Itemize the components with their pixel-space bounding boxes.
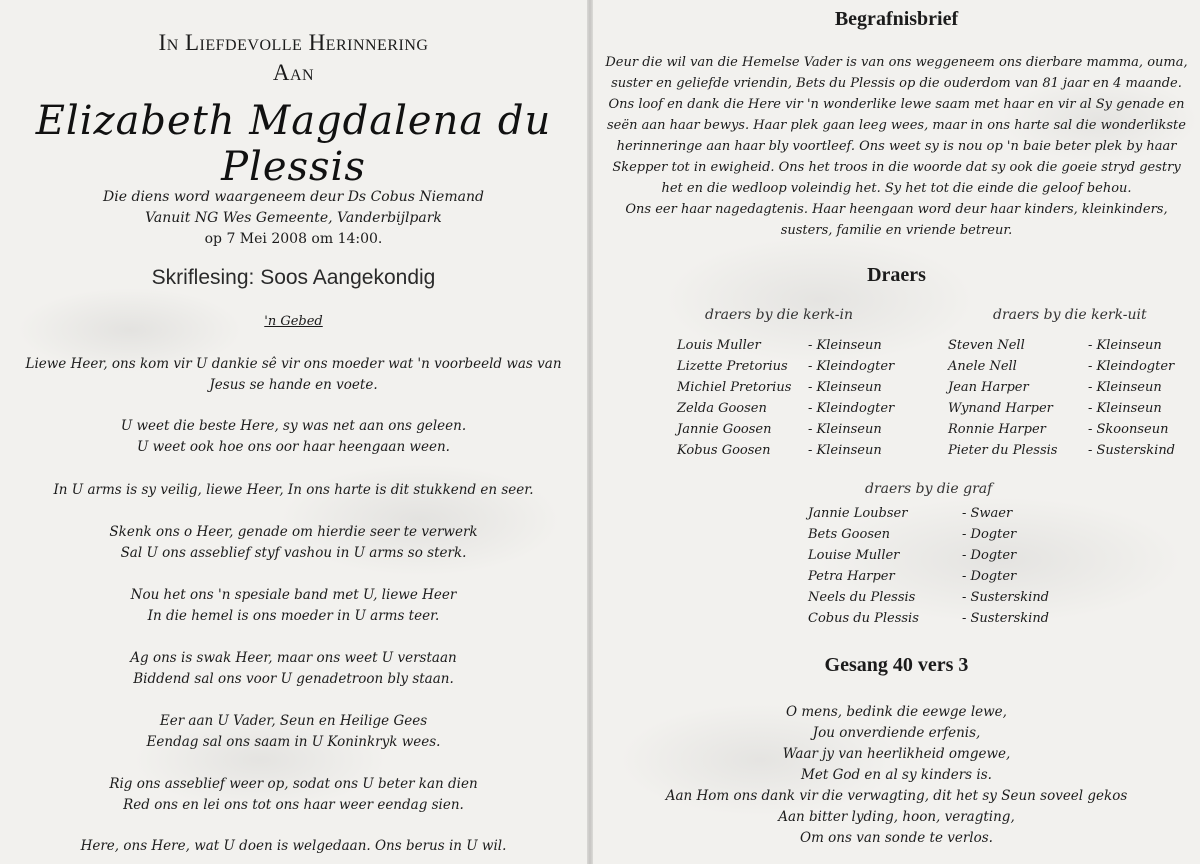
letter-line: Deur die wil van die Hemelse Vader is van ons weggeneem ons dierbare mamma, ouma, [605,55,1188,70]
bearer-name: Zelda Goosen [677,401,767,416]
bearer-row [808,566,1049,587]
prayer-stanza [0,836,587,857]
bearer-relation: - Kleinseun [1088,338,1162,353]
bearer-row [677,398,894,419]
bearer-relation: - Swaer [962,506,1013,521]
church-in-list [677,335,894,461]
letter-line: het en die wedloop voleindig het. Sy het tot die einde die geloof behou. [661,181,1132,196]
prayer-stanza [0,774,587,816]
prayer-line: Here, ons Here, wat U doen is welgedaan. Ons berus in U wil. [80,838,507,854]
prayer-line: In U arms is sy veilig, liewe Heer, In ons harte is dit stukkend en seer. [53,482,534,498]
bearer-name: Kobus Goosen [677,443,771,458]
hymn-line: Om ons van sonde te verlos. [800,830,993,846]
hymn-line: Jou onverdiende erfenis, [812,725,981,741]
prayer-line: Eer aan U Vader, Seun en Heilige Gees [159,713,428,729]
prayer-line: Rig ons asseblief weer op, sodat ons U beter kan dien [109,776,478,792]
prayer-line: Red ons en lei ons tot ons haar weer eendag sien. [123,797,464,813]
bearer-name: Steven Nell [948,338,1025,353]
bearer-relation: - Kleinseun [808,380,882,395]
bearer-relation: - Kleinseun [1088,401,1162,416]
bearer-row [948,419,1175,440]
bearer-relation: - Dogter [962,569,1017,584]
bearer-name: Jannie Goosen [677,422,772,437]
service-line: Vanuit NG Wes Gemeente, Vanderbijlpark [145,210,442,226]
grave-title: draers by die graf [865,481,993,497]
bearer-relation: - Susterskind [962,611,1050,626]
prayer-line: Nou het ons 'n spesiale band met U, liewe Heer [130,587,457,603]
bearer-row [808,503,1049,524]
bearer-name: Lizette Pretorius [677,359,788,374]
bearer-row [677,356,894,377]
bearer-relation: - Kleinseun [808,443,882,458]
bearer-row [948,356,1175,377]
church-out-title: draers by die kerk-uit [993,307,1147,323]
service-line: Die diens word waargeneem deur Ds Cobus Niemand [103,189,484,205]
bearer-relation: - Kleindogter [808,401,895,416]
bearer-row [808,608,1049,629]
bearer-relation: - Dogter [962,548,1017,563]
bearer-name: Pieter du Plessis [948,443,1058,458]
bearer-name: Bets Goosen [808,527,891,542]
scripture-reading: Skriflesing: Soos Aangekondig [151,266,436,289]
bearers-title: Draers [867,264,926,286]
hymn-line: Aan bitter lyding, hoon, veragting, [778,809,1015,825]
hymn-line: O mens, bedink die eewge lewe, [786,704,1007,720]
bearer-row [808,524,1049,545]
memorial-line-1: In Liefdevolle Herinnering [158,30,429,55]
hymn-line: Aan Hom ons dank vir die verwagting, dit het sy Seun soveel gekos [665,788,1128,804]
bearer-name: Louis Muller [677,338,761,353]
prayer-title: 'n Gebed [264,314,323,329]
letter-line: Ons loof en dank die Here vir 'n wonderlike lewe saam met haar en vir al Sy genade en [608,97,1185,112]
prayer-stanza [0,648,587,690]
bearer-row [948,440,1175,461]
church-out-list [948,335,1175,461]
prayer-line: Liewe Heer, ons kom vir U dankie sê vir ons moeder wat 'n voorbeeld was van [25,356,562,372]
hymn-verse [593,702,1200,849]
bearer-row [677,377,894,398]
memorial-heading [0,28,587,88]
prayer-stanza [0,585,587,627]
hymn-line: Met God en al sy kinders is. [801,767,992,783]
bearer-name: Jean Harper [948,380,1029,395]
bearer-name: Cobus du Plessis [808,611,919,626]
letter-title: Begrafnisbrief [834,8,959,30]
bearer-row [677,419,894,440]
prayer-stanza [0,480,587,501]
bearer-name: Ronnie Harper [948,422,1046,437]
prayer-stanza [0,354,587,396]
prayer-line: Jesus se hande en voete. [209,377,378,393]
bearer-row [808,545,1049,566]
letter-line: susters, familie en vriende betreur. [780,223,1013,238]
bearer-name: Anele Nell [948,359,1017,374]
prayer-line: U weet die beste Here, sy was net aan ons geleen. [120,418,467,434]
deceased-name: Elizabeth Magdalena du Plessis [35,98,552,190]
letter-line: suster en geliefde vriendin, Bets du Plessis op die ouderdom van 81 jaar en 4 maande. [611,76,1182,91]
bearer-relation: - Dogter [962,527,1017,542]
prayer-line: Eendag sal ons saam in U Koninkryk wees. [146,734,441,750]
letter-line: Skepper tot in ewigheid. Ons het troos in die woorde dat sy ook die goeie stryd gestry [612,160,1181,175]
left-page [0,0,587,864]
bearer-name: Wynand Harper [948,401,1053,416]
bearer-row [808,587,1049,608]
bearer-row [677,335,894,356]
hymn-line: Waar jy van heerlikheid omgewe, [782,746,1011,762]
bearer-name: Neels du Plessis [808,590,916,605]
bearer-name: Louise Muller [808,548,900,563]
bearer-row [948,377,1175,398]
bearer-relation: - Kleindogter [808,359,895,374]
prayer-stanza [0,416,587,458]
service-line: op 7 Mei 2008 om 14:00. [204,231,383,247]
bearer-relation: - Kleinseun [808,338,882,353]
grave-list [808,503,1049,629]
church-in-title: draers by die kerk-in [705,307,854,323]
bearer-row [948,398,1175,419]
bearer-relation: - Susterskind [962,590,1050,605]
bearer-row [948,335,1175,356]
right-page [593,0,1200,864]
prayer-stanza [0,711,587,753]
bearer-name: Michiel Pretorius [677,380,792,395]
memorial-line-2: Aan [272,59,315,85]
prayer-line: U weet ook hoe ons oor haar heengaan ween. [137,439,450,455]
bearer-name: Jannie Loubser [808,506,908,521]
letter-line: Ons eer haar nagedagtenis. Haar heengaan word deur haar kinders, kleinkinders, [625,202,1168,217]
prayer-line: In die hemel is ons moeder in U arms teer. [147,608,440,624]
bearer-relation: - Kleinseun [1088,380,1162,395]
bearer-name: Petra Harper [808,569,895,584]
prayer-line: Biddend sal ons voor U genadetroon bly staan. [133,671,454,687]
prayer-line: Sal U ons asseblief styf vashou in U arms so sterk. [120,545,467,561]
funeral-letter [593,52,1200,241]
bearer-row [677,440,894,461]
prayer-line: Ag ons is swak Heer, maar ons weet U verstaan [130,650,457,666]
hymn-title: Gesang 40 vers 3 [824,654,969,676]
bearer-relation: - Kleinseun [808,422,882,437]
letter-line: herinneringe aan haar bly voortleef. Ons weet sy is nou op 'n baie beter plek by haar [616,139,1177,154]
bearer-relation: - Skoonseun [1088,422,1169,437]
bearer-relation: - Susterskind [1088,443,1176,458]
letter-line: seën aan haar bewys. Haar plek gaan leeg wees, maar in ons harte sal die wonderlikste [607,118,1186,133]
bearer-relation: - Kleindogter [1088,359,1175,374]
prayer-stanza [0,522,587,564]
prayer-line: Skenk ons o Heer, genade om hierdie seer te verwerk [109,524,478,540]
service-details [0,187,587,250]
